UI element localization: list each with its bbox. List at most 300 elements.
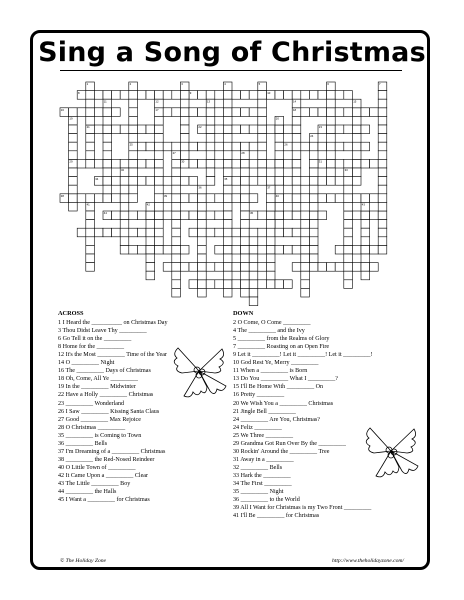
grid-cell[interactable] [69,134,78,143]
grid-cell[interactable] [198,237,207,246]
grid-cell[interactable] [189,263,198,272]
grid-cell[interactable] [352,134,361,143]
grid-cell[interactable] [370,263,379,272]
grid-cell[interactable] [129,194,138,203]
grid-cell[interactable] [146,271,155,280]
grid-cell[interactable] [335,159,344,168]
grid-cell[interactable] [198,245,207,254]
grid-cell[interactable] [327,99,336,108]
grid-cell[interactable] [103,194,112,203]
grid-cell[interactable] [301,108,310,117]
grid-cell[interactable] [180,91,189,100]
grid-cell[interactable] [275,177,284,186]
grid-cell[interactable] [241,108,250,117]
grid-cell[interactable] [198,159,207,168]
grid-cell[interactable] [215,211,224,220]
grid-cell[interactable] [249,237,258,246]
grid-cell[interactable] [301,288,310,297]
grid-cell[interactable] [206,168,215,177]
grid-cell[interactable] [172,280,181,289]
grid-cell[interactable] [370,245,379,254]
grid-cell[interactable] [189,280,198,289]
grid-cell[interactable] [275,211,284,220]
grid-cell[interactable] [301,194,310,203]
grid-cell[interactable] [361,142,370,151]
grid-cell[interactable] [120,202,129,211]
grid-cell[interactable] [180,194,189,203]
grid-cell[interactable] [146,91,155,100]
grid-cell[interactable] [206,125,215,134]
grid-cell[interactable] [378,177,387,186]
grid-cell[interactable] [120,228,129,237]
grid-cell[interactable] [146,159,155,168]
grid-cell[interactable] [189,194,198,203]
grid-cell[interactable] [215,125,224,134]
grid-cell[interactable] [189,142,198,151]
grid-cell[interactable] [120,125,129,134]
grid-cell[interactable] [318,211,327,220]
grid-cell[interactable] [301,280,310,289]
grid-cell[interactable] [232,263,241,272]
grid-cell[interactable] [266,177,275,186]
grid-cell[interactable] [137,142,146,151]
grid-cell[interactable] [344,271,353,280]
grid-cell[interactable] [137,228,146,237]
grid-cell[interactable] [86,228,95,237]
grid-cell[interactable] [120,91,129,100]
grid-cell[interactable] [378,202,387,211]
grid-cell[interactable] [249,297,258,306]
grid-cell[interactable] [318,177,327,186]
grid-cell[interactable] [155,125,164,134]
grid-cell[interactable] [120,194,129,203]
grid-cell[interactable] [129,185,138,194]
grid-cell[interactable] [327,116,336,125]
grid-cell[interactable] [258,151,267,160]
grid-cell[interactable] [249,91,258,100]
grid-cell[interactable] [163,245,172,254]
grid-cell[interactable] [266,237,275,246]
grid-cell[interactable] [361,245,370,254]
grid-cell[interactable] [344,142,353,151]
grid-cell[interactable] [249,263,258,272]
grid-cell[interactable] [275,185,284,194]
grid-cell[interactable] [318,263,327,272]
grid-cell[interactable] [361,125,370,134]
grid-cell[interactable] [241,245,250,254]
grid-cell[interactable] [223,134,232,143]
grid-cell[interactable] [223,280,232,289]
grid-cell[interactable] [215,159,224,168]
grid-cell[interactable] [309,237,318,246]
grid-cell[interactable] [301,245,310,254]
grid-cell[interactable] [94,159,103,168]
grid-cell[interactable] [258,168,267,177]
grid-cell[interactable] [241,194,250,203]
grid-cell[interactable] [284,245,293,254]
grid-cell[interactable] [77,159,86,168]
grid-cell[interactable] [292,185,301,194]
grid-cell[interactable] [335,142,344,151]
grid-cell[interactable] [86,254,95,263]
grid-cell[interactable] [241,237,250,246]
grid-cell[interactable] [352,125,361,134]
grid-cell[interactable] [155,237,164,246]
grid-cell[interactable] [172,185,181,194]
grid-cell[interactable] [284,194,293,203]
grid-cell[interactable] [327,142,336,151]
grid-cell[interactable] [77,228,86,237]
grid-cell[interactable] [103,134,112,143]
grid-cell[interactable] [146,220,155,229]
grid-cell[interactable] [327,125,336,134]
grid-cell[interactable] [275,280,284,289]
grid-cell[interactable] [292,228,301,237]
grid-cell[interactable] [69,142,78,151]
grid-cell[interactable] [94,108,103,117]
grid-cell[interactable] [378,108,387,117]
grid-cell[interactable] [352,151,361,160]
grid-cell[interactable] [301,228,310,237]
grid-cell[interactable] [206,280,215,289]
grid-cell[interactable] [223,263,232,272]
grid-cell[interactable] [223,151,232,160]
grid-cell[interactable] [378,99,387,108]
grid-cell[interactable] [137,245,146,254]
grid-cell[interactable] [344,185,353,194]
grid-cell[interactable] [172,202,181,211]
grid-cell[interactable] [146,263,155,272]
grid-cell[interactable] [172,168,181,177]
grid-cell[interactable] [146,125,155,134]
grid-cell[interactable] [335,108,344,117]
grid-cell[interactable] [146,237,155,246]
grid-cell[interactable] [352,245,361,254]
grid-cell[interactable] [223,211,232,220]
grid-cell[interactable] [361,220,370,229]
grid-cell[interactable] [155,159,164,168]
grid-cell[interactable] [309,168,318,177]
grid-cell[interactable] [370,108,379,117]
grid-cell[interactable] [155,134,164,143]
grid-cell[interactable] [206,194,215,203]
grid-cell[interactable] [344,177,353,186]
grid-cell[interactable] [155,211,164,220]
grid-cell[interactable] [361,228,370,237]
grid-cell[interactable] [275,220,284,229]
grid-cell[interactable] [172,288,181,297]
grid-cell[interactable] [327,151,336,160]
grid-cell[interactable] [172,177,181,186]
grid-cell[interactable] [112,159,121,168]
grid-cell[interactable] [309,228,318,237]
grid-cell[interactable] [292,151,301,160]
grid-cell[interactable] [266,125,275,134]
grid-cell[interactable] [344,91,353,100]
grid-cell[interactable] [223,288,232,297]
grid-cell[interactable] [223,116,232,125]
grid-cell[interactable] [266,202,275,211]
grid-cell[interactable] [129,159,138,168]
grid-cell[interactable] [301,211,310,220]
grid-cell[interactable] [352,177,361,186]
grid-cell[interactable] [292,177,301,186]
grid-cell[interactable] [301,220,310,229]
grid-cell[interactable] [163,177,172,186]
grid-cell[interactable] [129,108,138,117]
grid-cell[interactable] [103,142,112,151]
grid-cell[interactable] [318,194,327,203]
grid-cell[interactable] [232,159,241,168]
grid-cell[interactable] [180,263,189,272]
grid-cell[interactable] [163,142,172,151]
grid-cell[interactable] [223,99,232,108]
grid-cell[interactable] [223,194,232,203]
grid-cell[interactable] [129,99,138,108]
grid-cell[interactable] [361,263,370,272]
grid-cell[interactable] [361,271,370,280]
grid-cell[interactable] [129,245,138,254]
grid-cell[interactable] [215,142,224,151]
grid-cell[interactable] [69,185,78,194]
grid-cell[interactable] [198,288,207,297]
grid-cell[interactable] [86,151,95,160]
grid-cell[interactable] [155,151,164,160]
grid-cell[interactable] [223,91,232,100]
grid-cell[interactable] [378,245,387,254]
grid-cell[interactable] [309,159,318,168]
grid-cell[interactable] [112,211,121,220]
grid-cell[interactable] [189,177,198,186]
grid-cell[interactable] [215,245,224,254]
grid-cell[interactable] [378,142,387,151]
grid-cell[interactable] [172,142,181,151]
grid-cell[interactable] [292,125,301,134]
grid-cell[interactable] [318,108,327,117]
grid-cell[interactable] [309,245,318,254]
grid-cell[interactable] [112,108,121,117]
grid-cell[interactable] [258,125,267,134]
grid-cell[interactable] [180,211,189,220]
grid-cell[interactable] [137,211,146,220]
grid-cell[interactable] [249,271,258,280]
grid-cell[interactable] [249,108,258,117]
grid-cell[interactable] [241,254,250,263]
grid-cell[interactable] [223,254,232,263]
grid-cell[interactable] [155,168,164,177]
grid-cell[interactable] [163,211,172,220]
grid-cell[interactable] [103,159,112,168]
grid-cell[interactable] [137,177,146,186]
grid-cell[interactable] [292,263,301,272]
grid-cell[interactable] [266,280,275,289]
grid-cell[interactable] [223,202,232,211]
grid-cell[interactable] [232,245,241,254]
grid-cell[interactable] [155,185,164,194]
grid-cell[interactable] [180,177,189,186]
grid-cell[interactable] [275,134,284,143]
grid-cell[interactable] [215,263,224,272]
grid-cell[interactable] [266,211,275,220]
grid-cell[interactable] [284,125,293,134]
grid-cell[interactable] [215,91,224,100]
grid-cell[interactable] [103,177,112,186]
grid-cell[interactable] [180,125,189,134]
grid-cell[interactable] [146,177,155,186]
grid-cell[interactable] [301,263,310,272]
grid-cell[interactable] [275,228,284,237]
grid-cell[interactable] [155,245,164,254]
grid-cell[interactable] [361,211,370,220]
grid-cell[interactable] [120,220,129,229]
grid-cell[interactable] [86,159,95,168]
grid-cell[interactable] [198,202,207,211]
grid-cell[interactable] [86,237,95,246]
grid-cell[interactable] [275,202,284,211]
grid-cell[interactable] [112,125,121,134]
grid-cell[interactable] [120,159,129,168]
grid-cell[interactable] [335,245,344,254]
grid-cell[interactable] [344,280,353,289]
grid-cell[interactable] [327,177,336,186]
grid-cell[interactable] [258,280,267,289]
grid-cell[interactable] [86,134,95,143]
grid-cell[interactable] [352,263,361,272]
grid-cell[interactable] [258,142,267,151]
grid-cell[interactable] [172,254,181,263]
grid-cell[interactable] [215,228,224,237]
grid-cell[interactable] [129,151,138,160]
grid-cell[interactable] [378,91,387,100]
grid-cell[interactable] [223,271,232,280]
grid-cell[interactable] [249,288,258,297]
grid-cell[interactable] [258,134,267,143]
grid-cell[interactable] [241,168,250,177]
grid-cell[interactable] [103,116,112,125]
grid-cell[interactable] [189,211,198,220]
grid-cell[interactable] [180,116,189,125]
grid-cell[interactable] [249,142,258,151]
grid-cell[interactable] [266,228,275,237]
grid-cell[interactable] [232,177,241,186]
grid-cell[interactable] [327,159,336,168]
grid-cell[interactable] [180,142,189,151]
grid-cell[interactable] [292,168,301,177]
grid-cell[interactable] [198,280,207,289]
grid-cell[interactable] [172,108,181,117]
grid-cell[interactable] [292,159,301,168]
grid-cell[interactable] [258,99,267,108]
grid-cell[interactable] [232,142,241,151]
grid-cell[interactable] [155,142,164,151]
grid-cell[interactable] [129,125,138,134]
grid-cell[interactable] [275,245,284,254]
grid-cell[interactable] [172,237,181,246]
grid-cell[interactable] [309,151,318,160]
grid-cell[interactable] [189,228,198,237]
grid-cell[interactable] [206,134,215,143]
grid-cell[interactable] [69,202,78,211]
grid-cell[interactable] [86,211,95,220]
grid-cell[interactable] [232,228,241,237]
grid-cell[interactable] [206,108,215,117]
grid-cell[interactable] [335,177,344,186]
grid-cell[interactable] [137,125,146,134]
grid-cell[interactable] [241,177,250,186]
grid-cell[interactable] [275,168,284,177]
grid-cell[interactable] [155,220,164,229]
grid-cell[interactable] [172,91,181,100]
grid-cell[interactable] [249,254,258,263]
grid-cell[interactable] [223,228,232,237]
grid-cell[interactable] [223,245,232,254]
grid-cell[interactable] [344,108,353,117]
grid-cell[interactable] [198,142,207,151]
grid-cell[interactable] [155,177,164,186]
grid-cell[interactable] [301,254,310,263]
grid-cell[interactable] [378,151,387,160]
grid-cell[interactable] [206,177,215,186]
grid-cell[interactable] [258,159,267,168]
grid-cell[interactable] [378,211,387,220]
grid-cell[interactable] [258,108,267,117]
grid-cell[interactable] [129,168,138,177]
grid-cell[interactable] [103,168,112,177]
grid-cell[interactable] [292,91,301,100]
grid-cell[interactable] [215,280,224,289]
grid-cell[interactable] [258,116,267,125]
grid-cell[interactable] [198,91,207,100]
grid-cell[interactable] [309,202,318,211]
grid-cell[interactable] [258,177,267,186]
grid-cell[interactable] [370,159,379,168]
grid-cell[interactable] [301,237,310,246]
grid-cell[interactable] [206,91,215,100]
grid-cell[interactable] [223,159,232,168]
grid-cell[interactable] [206,159,215,168]
grid-cell[interactable] [86,194,95,203]
grid-cell[interactable] [206,142,215,151]
grid-cell[interactable] [266,159,275,168]
grid-cell[interactable] [258,245,267,254]
grid-cell[interactable] [155,228,164,237]
grid-cell[interactable] [378,125,387,134]
grid-cell[interactable] [327,134,336,143]
grid-cell[interactable] [77,108,86,117]
grid-cell[interactable] [86,99,95,108]
grid-cell[interactable] [301,177,310,186]
grid-cell[interactable] [232,91,241,100]
grid-cell[interactable] [103,125,112,134]
grid-cell[interactable] [266,194,275,203]
grid-cell[interactable] [292,142,301,151]
grid-cell[interactable] [258,263,267,272]
grid-cell[interactable] [103,91,112,100]
grid-cell[interactable] [103,151,112,160]
grid-cell[interactable] [266,263,275,272]
grid-cell[interactable] [241,280,250,289]
grid-cell[interactable] [284,280,293,289]
grid-cell[interactable] [69,151,78,160]
grid-cell[interactable] [198,228,207,237]
grid-cell[interactable] [275,142,284,151]
grid-cell[interactable] [155,91,164,100]
grid-cell[interactable] [352,108,361,117]
grid-cell[interactable] [198,263,207,272]
grid-cell[interactable] [266,245,275,254]
grid-cell[interactable] [309,108,318,117]
grid-cell[interactable] [94,228,103,237]
